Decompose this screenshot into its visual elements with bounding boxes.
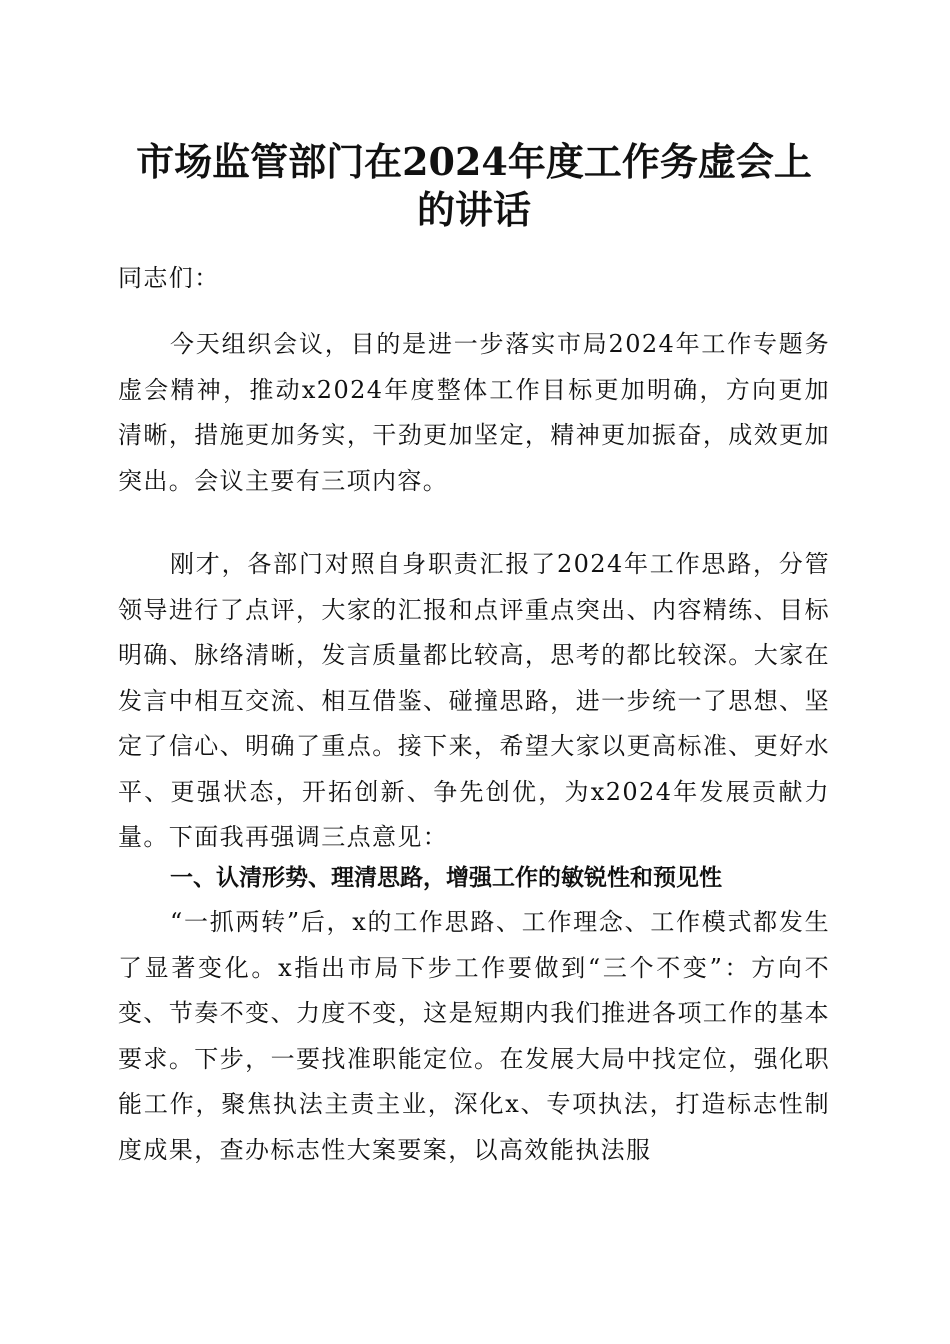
paragraph-review: 刚才，各部门对照自身职责汇报了2024年工作思路，分管领导进行了点评，大家的汇报和点评重点突出、内容精练、目标明确、脉络清晰，发言质量都比较高，思考的都比较深。大家在发言中相互交流、相互借鉴、碰撞思路，进一步统一了思想、坚定了信心、明确了重点。接下来，希望大家以更高标准、更好水平、更强状态，开拓创新、争先创优，为x2024年发展贡献力量。下面我再强调三点意见： bbox=[118, 550, 830, 851]
paragraph-opening: 今天组织会议，目的是进一步落实市局2024年工作专题务虚会精神，推动x2024年度整体工作目标更加明确，方向更加清晰，措施更加务实，干劲更加坚定，精神更加振奋，成效更加突出。会议主要有三项内容。 bbox=[118, 330, 830, 495]
document-title: 市场监管部门在2024年度工作务虚会上的讲话 bbox=[136, 139, 812, 232]
paragraph-section-1: “一抓两转”后，x的工作思路、工作理念、工作模式都发生了显著变化。x指出市局下步工作要做到“三个不变”：方向不变、节奏不变、力度不变，这是短期内我们推进各项工作的基本要求。下步，一要找准职能定位。在发展大局中找定位，强化职能工作，聚焦执法主责主业，深化x、专项执法，打造标志性制度成果，查办标志性大案要案，以高效能执法服 bbox=[118, 908, 830, 1164]
salutation: 同志们： bbox=[118, 264, 220, 292]
section-heading-1: 一、认清形势、理清思路，增强工作的敏锐性和预见性 bbox=[170, 865, 722, 891]
